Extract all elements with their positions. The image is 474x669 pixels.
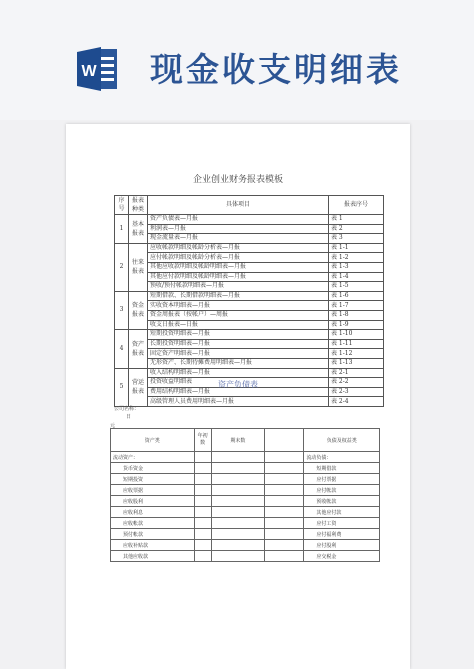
report-item: 无形资产、长期待摊费用明细表—月报 (148, 358, 329, 368)
empty-cell (194, 540, 211, 551)
svg-text:W: W (81, 63, 97, 80)
asset-item: 应收补贴款 (111, 540, 195, 551)
report-item: 应付帐款明细及帐龄分析表—月报 (148, 253, 329, 263)
asset-item: 应收帐款 (111, 518, 195, 529)
document-title: 企业创业财务报表模板 (192, 175, 283, 185)
table-row (115, 349, 384, 359)
report-code: 表 3 (329, 234, 384, 244)
liability-item: 应付工资 (304, 518, 380, 529)
empty-cell (194, 529, 211, 540)
report-item: 高级管理人员费用明细表—月报 (148, 397, 329, 407)
group-seq: 5 (115, 368, 129, 406)
empty-cell (211, 485, 264, 496)
balance-sheet-table (110, 428, 380, 562)
balance-sheet-row (111, 496, 380, 507)
liability-item: 应交税金 (304, 551, 380, 562)
liability-item: 应付股利 (304, 540, 380, 551)
report-code: 表 2-4 (329, 397, 384, 407)
report-code: 表 1-7 (329, 301, 384, 311)
day-label: 日 (126, 414, 132, 420)
empty-cell (265, 551, 304, 562)
header-liability: 负债及权益类 (304, 429, 380, 452)
document-page (66, 124, 410, 669)
balance-sheet-row (111, 452, 380, 463)
asset-item: 应收票据 (111, 485, 195, 496)
empty-cell (211, 540, 264, 551)
report-code: 表 1-6 (329, 291, 384, 301)
balance-sheet-row (111, 540, 380, 551)
table-row (115, 320, 384, 330)
report-item: 现金流量表—月报 (148, 234, 329, 244)
balance-sheet-row (111, 518, 380, 529)
report-code: 表 1-5 (329, 282, 384, 292)
liability-item: 应付福利费 (304, 529, 380, 540)
table-row (115, 330, 384, 340)
report-code: 表 1-2 (329, 253, 384, 263)
empty-cell (211, 463, 264, 474)
header-seq: 序号 (115, 196, 129, 215)
table-row (115, 215, 384, 225)
report-item: 短期投资明细表—月报 (148, 330, 329, 340)
report-code: 表 2-2 (329, 378, 384, 388)
header-code: 报表序号 (329, 196, 384, 215)
empty-cell (265, 485, 304, 496)
report-code: 表 1-13 (329, 358, 384, 368)
header-blank (265, 429, 304, 452)
header-period-end: 期末数 (211, 429, 264, 452)
liability-item: 短期借款 (304, 463, 380, 474)
table-row (115, 310, 384, 320)
report-item: 长期投资明细表—月报 (148, 339, 329, 349)
empty-cell (211, 474, 264, 485)
table-row (115, 262, 384, 272)
group-seq: 3 (115, 291, 129, 329)
empty-cell (265, 452, 304, 463)
report-item: 预收/预付帐款明细表—月报 (148, 282, 329, 292)
group-kind: 往来报表 (129, 243, 148, 291)
asset-item: 应收利息 (111, 507, 195, 518)
report-item: 其他应付款明细及帐龄明细表—月报 (148, 272, 329, 282)
banner (0, 0, 474, 120)
balance-sheet-row (111, 529, 380, 540)
empty-cell (194, 507, 211, 518)
asset-item: 流动资产： (111, 452, 195, 463)
report-item: 资产负债表—月报 (148, 215, 329, 225)
report-item: 实收资本明细表—月报 (148, 301, 329, 311)
table-row (115, 272, 384, 282)
balance-sheet-row (111, 551, 380, 562)
group-seq: 4 (115, 330, 129, 368)
report-item: 利润表—月报 (148, 224, 329, 234)
report-code: 表 1-8 (329, 310, 384, 320)
table-row (115, 301, 384, 311)
balance-sheet-row (111, 463, 380, 474)
group-seq: 1 (115, 215, 129, 244)
header-item: 具体项目 (148, 196, 329, 215)
report-item: 收支日报表—日报 (148, 320, 329, 330)
table-row (115, 253, 384, 263)
empty-cell (211, 551, 264, 562)
table-row (115, 368, 384, 378)
empty-cell (211, 452, 264, 463)
empty-cell (211, 507, 264, 518)
unit-label: 元 (110, 423, 116, 429)
table-row (115, 397, 384, 407)
report-item: 其他应收款明细及帐龄明细表—月报 (148, 262, 329, 272)
banner-title: 现金收支明细表 (150, 50, 402, 89)
empty-cell (194, 551, 211, 562)
report-item: 费用结构明细表—月报 (148, 387, 329, 397)
report-code: 表 1-1 (329, 243, 384, 253)
asset-item: 预付帐款 (111, 529, 195, 540)
table-row (115, 243, 384, 253)
header-year-start: 年初数 (194, 429, 211, 452)
table-row (115, 291, 384, 301)
empty-cell (211, 529, 264, 540)
report-item: 短期借款、长期借款明细表—月报 (148, 291, 329, 301)
report-code: 表 1-12 (329, 349, 384, 359)
table-row (115, 234, 384, 244)
report-item: 投资收益明细表 (148, 378, 329, 388)
empty-cell (265, 507, 304, 518)
report-template-table (114, 195, 384, 407)
group-kind: 资金报表 (129, 291, 148, 329)
empty-cell (265, 540, 304, 551)
balance-sheet-row (111, 474, 380, 485)
empty-cell (265, 529, 304, 540)
report-code: 表 2-3 (329, 387, 384, 397)
empty-cell (265, 496, 304, 507)
empty-cell (194, 496, 211, 507)
report-item: 资金周报表（按帐户）—周报 (148, 310, 329, 320)
group-kind: 营运报表 (129, 368, 148, 406)
asset-item: 货币资金 (111, 463, 195, 474)
table-row (115, 358, 384, 368)
group-kind: 基本报表 (129, 215, 148, 244)
group-kind: 资产报表 (129, 330, 148, 368)
report-code: 表 2-1 (329, 368, 384, 378)
empty-cell (194, 452, 211, 463)
balance-sheet-title: 资产负债表 (218, 380, 258, 389)
asset-item: 其他应收款 (111, 551, 195, 562)
liability-item: 预收帐款 (304, 496, 380, 507)
report-item: 应收帐款明细及帐龄分析表—月报 (148, 243, 329, 253)
report-code: 表 2 (329, 224, 384, 234)
asset-item: 短期投资 (111, 474, 195, 485)
table-row (115, 339, 384, 349)
group-seq: 2 (115, 243, 129, 291)
empty-cell (265, 463, 304, 474)
report-code: 表 1-10 (329, 330, 384, 340)
report-item: 固定资产明细表—月报 (148, 349, 329, 359)
report-code: 表 1-9 (329, 320, 384, 330)
word-icon (77, 46, 119, 92)
empty-cell (194, 474, 211, 485)
empty-cell (265, 518, 304, 529)
empty-cell (265, 474, 304, 485)
report-code: 表 1-3 (329, 262, 384, 272)
report-code: 表 1-11 (329, 339, 384, 349)
asset-item: 应收股利 (111, 496, 195, 507)
liability-item: 应付帐款 (304, 485, 380, 496)
balance-sheet-row (111, 507, 380, 518)
empty-cell (194, 518, 211, 529)
liability-item: 其他应付款 (304, 507, 380, 518)
empty-cell (194, 463, 211, 474)
header-kind: 报表种类 (129, 196, 148, 215)
balance-sheet-row (111, 485, 380, 496)
liability-item: 应付票据 (304, 474, 380, 485)
empty-cell (211, 496, 264, 507)
empty-cell (211, 518, 264, 529)
report-item: 收入结构明细表—月报 (148, 368, 329, 378)
header-asset: 资产类 (111, 429, 195, 452)
report-code: 表 1-4 (329, 272, 384, 282)
table-row (115, 282, 384, 292)
empty-cell (194, 485, 211, 496)
company-name-label: 公司名称： (114, 406, 140, 412)
table-row (115, 224, 384, 234)
liability-item: 流动负债： (304, 452, 380, 463)
report-code: 表 1 (329, 215, 384, 225)
